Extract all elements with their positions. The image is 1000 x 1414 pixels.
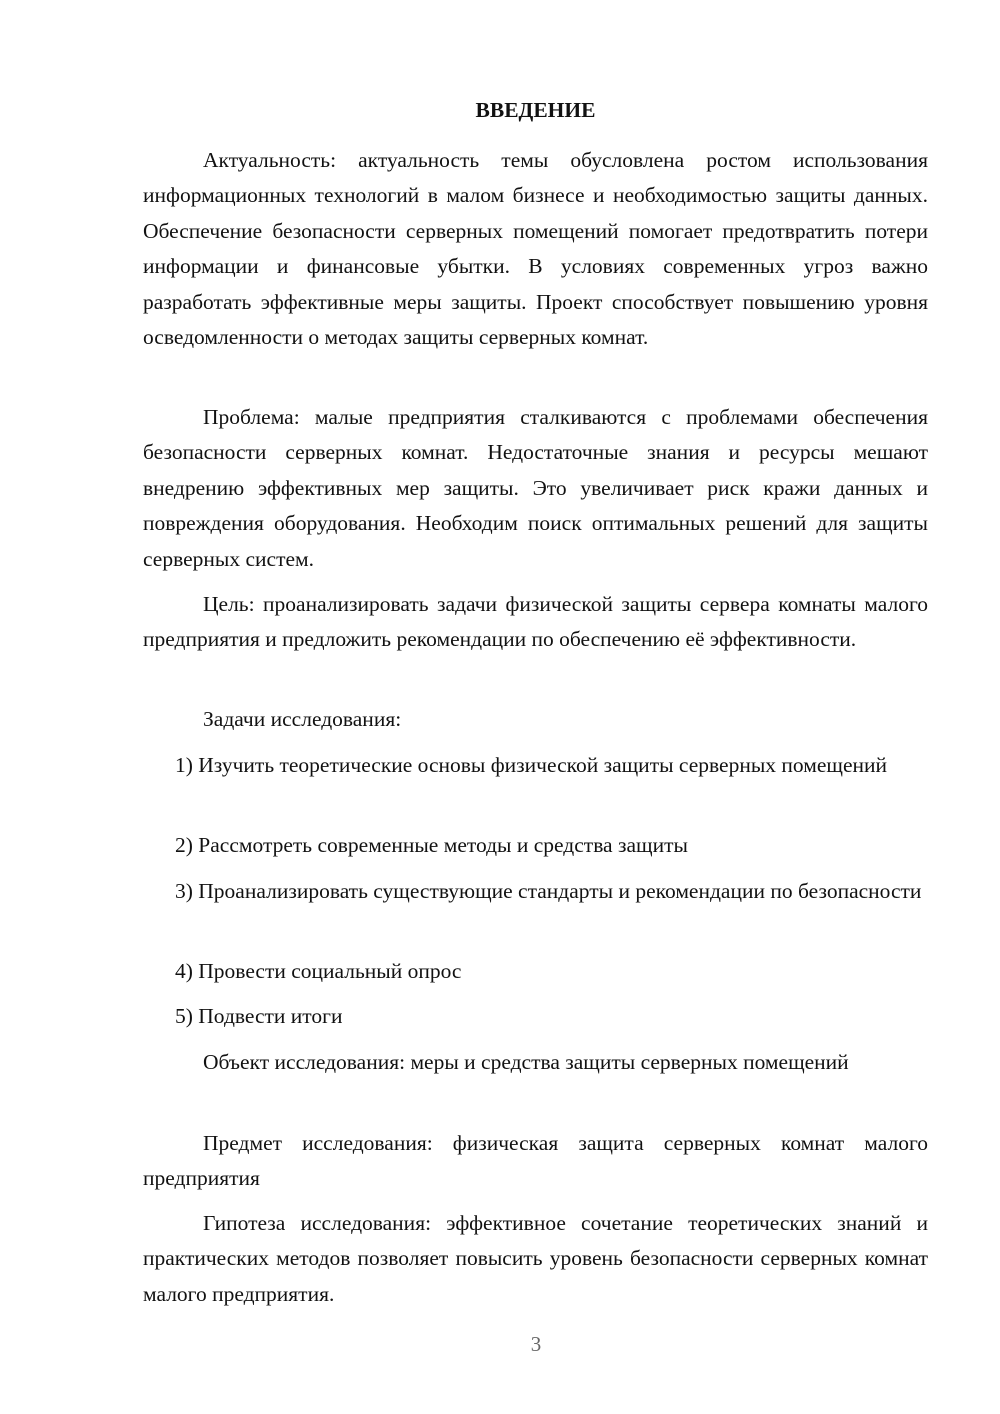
- paragraph-subject: Предмет исследования: физическая защита серверных комнат малого предприятия: [143, 1131, 928, 1191]
- task-item-5: 5) Подвести итоги: [175, 1004, 343, 1028]
- page-number: 3: [530, 1332, 542, 1356]
- task-item-1: 1) Изучить теоретические основы физической защиты серверных помещений: [175, 753, 888, 777]
- paragraph-problem: Проблема: малые предприятия сталкиваются с проблемами обеспечения безопасности серверных комнат. Недостаточные знания и ресурсы мешают внедрению эффективных мер защиты. Это увеличивает риск кражи данных и повреждения оборудования. Необходим поиск оптимальных решений для защиты серверных систем.: [143, 405, 928, 571]
- page-title: ВВЕДЕНИЕ: [475, 98, 596, 122]
- paragraph-goal: Цель: проанализировать задачи физической защиты сервера комнаты малого предприятия и предложить рекомендации по обеспечению её эффективности.: [143, 592, 928, 652]
- paragraph-relevance: Актуальность: актуальность темы обусловлена ростом использования информационных технологий в малом бизнесе и необходимостью защиты данных. Обеспечение безопасности серверных помещений помогает предотвратить потери информации и финансовые убытки. В условиях современных угроз важно разработать эффективные меры защиты. Проект способствует повышению уровня осведомленности о методах защиты серверных комнат.: [143, 148, 928, 350]
- paragraph-tasks-heading: Задачи исследования:: [203, 707, 402, 731]
- task-item-3: 3) Проанализировать существующие стандарты и рекомендации по безопасности: [175, 879, 922, 903]
- paragraph-hypothesis: Гипотеза исследования: эффективное сочетание теоретических знаний и практических методов позволяет повысить уровень безопасности серверных комнат малого предприятия.: [143, 1211, 928, 1306]
- task-item-4: 4) Провести социальный опрос: [175, 959, 462, 983]
- paragraph-object: Объект исследования: меры и средства защиты серверных помещений: [203, 1050, 849, 1074]
- task-item-2: 2) Рассмотреть современные методы и средства защиты: [175, 833, 688, 857]
